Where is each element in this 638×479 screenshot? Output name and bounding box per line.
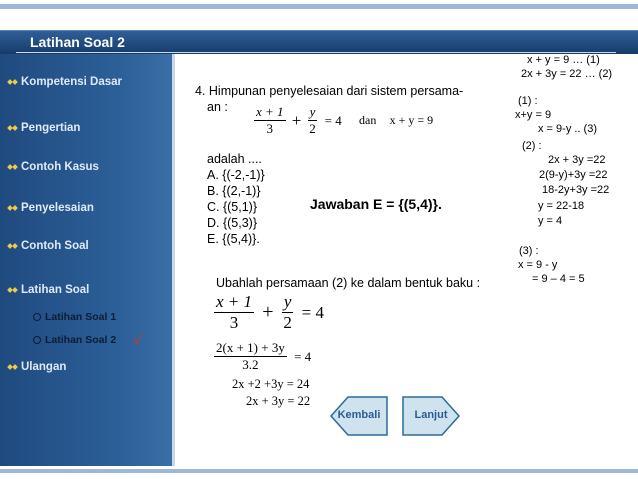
- fraction-numerator: y: [283, 292, 292, 311]
- title-bar: [0, 30, 638, 54]
- working-fraction-1: [214, 292, 324, 333]
- equation-rhs: = 4: [324, 112, 342, 128]
- sidebar-item-label: Pengertian: [21, 122, 81, 134]
- diamond-bullet-icon: [8, 78, 17, 87]
- sidebar: [0, 54, 175, 479]
- option-a: A. {(-2,-1)}: [207, 168, 265, 182]
- working-fraction-2: [214, 340, 311, 373]
- sidebar-item-latihan-soal[interactable]: [8, 284, 89, 296]
- fraction-denominator: 2: [309, 121, 316, 136]
- question-line-2: an :: [207, 100, 228, 114]
- answer-text: Jawaban E = {(5,4)}.: [310, 196, 442, 212]
- working-line-3: 2x +2 +3y = 24: [232, 377, 310, 391]
- equation-rhs: = 4: [294, 348, 312, 364]
- fraction-numerator: 2(x + 1) + 3y: [216, 340, 285, 355]
- conjunction: dan: [359, 113, 377, 127]
- plus-sign: +: [262, 301, 274, 323]
- next-button[interactable]: [402, 396, 460, 436]
- sidebar-item-label: Latihan Soal: [21, 284, 90, 296]
- fraction-numerator: x + 1: [216, 292, 253, 311]
- step2-line-c: 18-2y+3y =22: [542, 184, 610, 196]
- system-line-1: x + y = 9 … (1): [527, 54, 600, 66]
- step2-line-e: y = 4: [538, 215, 563, 227]
- step2-line-b: 2(9-y)+3y =22: [539, 169, 608, 181]
- bottom-decoration: [0, 466, 638, 479]
- sidebar-item-contoh-soal[interactable]: [8, 240, 89, 252]
- diamond-bullet-icon: [8, 204, 17, 213]
- sidebar-item-label: Penyelesaian: [21, 202, 94, 214]
- sidebar-item-label: Contoh Soal: [21, 240, 89, 252]
- sidebar-item-kompetensi-dasar[interactable]: [8, 76, 122, 88]
- page-title: Latihan Soal 2: [30, 34, 125, 50]
- diamond-bullet-icon: [8, 363, 17, 372]
- circle-bullet-icon: [33, 336, 41, 344]
- step1-line-a: x+y = 9: [515, 109, 552, 121]
- fraction-denominator: 3: [229, 313, 239, 332]
- fraction: [214, 340, 287, 373]
- equation-rhs: = 4: [301, 302, 324, 322]
- option-b: B. {(2,-1)}: [207, 184, 261, 198]
- option-d: D. {(5,3)}: [207, 216, 258, 230]
- step1-line-b: x = 9-y .. (3): [538, 123, 597, 135]
- option-c: C. {(5,1)}: [207, 200, 258, 214]
- sidebar-item-penyelesaian[interactable]: [8, 202, 94, 214]
- fraction: [308, 104, 318, 137]
- step1-head: (1) :: [518, 95, 538, 107]
- step2-line-d: y = 22-18: [538, 200, 585, 212]
- sidebar-item-contoh-kasus[interactable]: [8, 161, 99, 173]
- sidebar-item-ulangan[interactable]: [8, 361, 66, 373]
- fraction-numerator: y: [309, 104, 316, 119]
- fraction-denominator: 3.2: [242, 357, 259, 372]
- sidebar-subitem-latihan-soal-1[interactable]: [33, 311, 116, 323]
- step3-head: (3) :: [519, 245, 539, 257]
- back-button[interactable]: [330, 396, 388, 436]
- adalah-text: adalah ....: [207, 152, 262, 166]
- sidebar-item-label: Kompetensi Dasar: [21, 76, 122, 88]
- step2-head: (2) :: [522, 140, 542, 152]
- fraction: [214, 292, 254, 333]
- sidebar-subitem-latihan-soal-2[interactable]: [33, 334, 116, 346]
- sidebar-item-label: Ulangan: [21, 361, 67, 373]
- instruction-text: Ubahlah persamaan (2) ke dalam bentuk baku :: [216, 276, 481, 290]
- sidebar-subitem-label: Latihan Soal 1: [45, 311, 117, 323]
- next-button-label: Lanjut: [414, 409, 448, 421]
- diamond-bullet-icon: [8, 286, 17, 295]
- working-line-4: 2x + 3y = 22: [246, 394, 311, 408]
- system-line-2: 2x + 3y = 22 … (2): [521, 68, 613, 80]
- check-mark-icon: √: [133, 331, 143, 349]
- fraction-denominator: 3: [266, 121, 274, 136]
- fraction: [254, 104, 286, 137]
- sidebar-subitem-label: Latihan Soal 2: [45, 334, 117, 346]
- second-equation: x + y = 9: [389, 113, 434, 127]
- circle-bullet-icon: [33, 313, 41, 321]
- step3-line-b: = 9 – 4 = 5: [532, 273, 585, 285]
- diamond-bullet-icon: [8, 242, 17, 251]
- fraction-numerator: x + 1: [256, 104, 284, 119]
- step3-line-a: x = 9 - y: [518, 259, 558, 271]
- fraction-denominator: 2: [283, 313, 292, 332]
- system-equation: [254, 104, 433, 137]
- back-button-label: Kembali: [337, 409, 381, 421]
- fraction: [282, 292, 294, 333]
- option-e: E. {(5,4)}.: [207, 232, 260, 246]
- plus-sign: +: [291, 110, 302, 130]
- question-line-1: 4. Himpunan penyelesaian dari sistem persama-: [195, 84, 464, 98]
- diamond-bullet-icon: [8, 124, 17, 133]
- step2-line-a: 2x + 3y =22: [548, 154, 606, 166]
- sidebar-item-label: Contoh Kasus: [21, 161, 99, 173]
- top-decoration: [0, 0, 638, 32]
- sidebar-item-pengertian[interactable]: [8, 122, 80, 134]
- diamond-bullet-icon: [8, 163, 17, 172]
